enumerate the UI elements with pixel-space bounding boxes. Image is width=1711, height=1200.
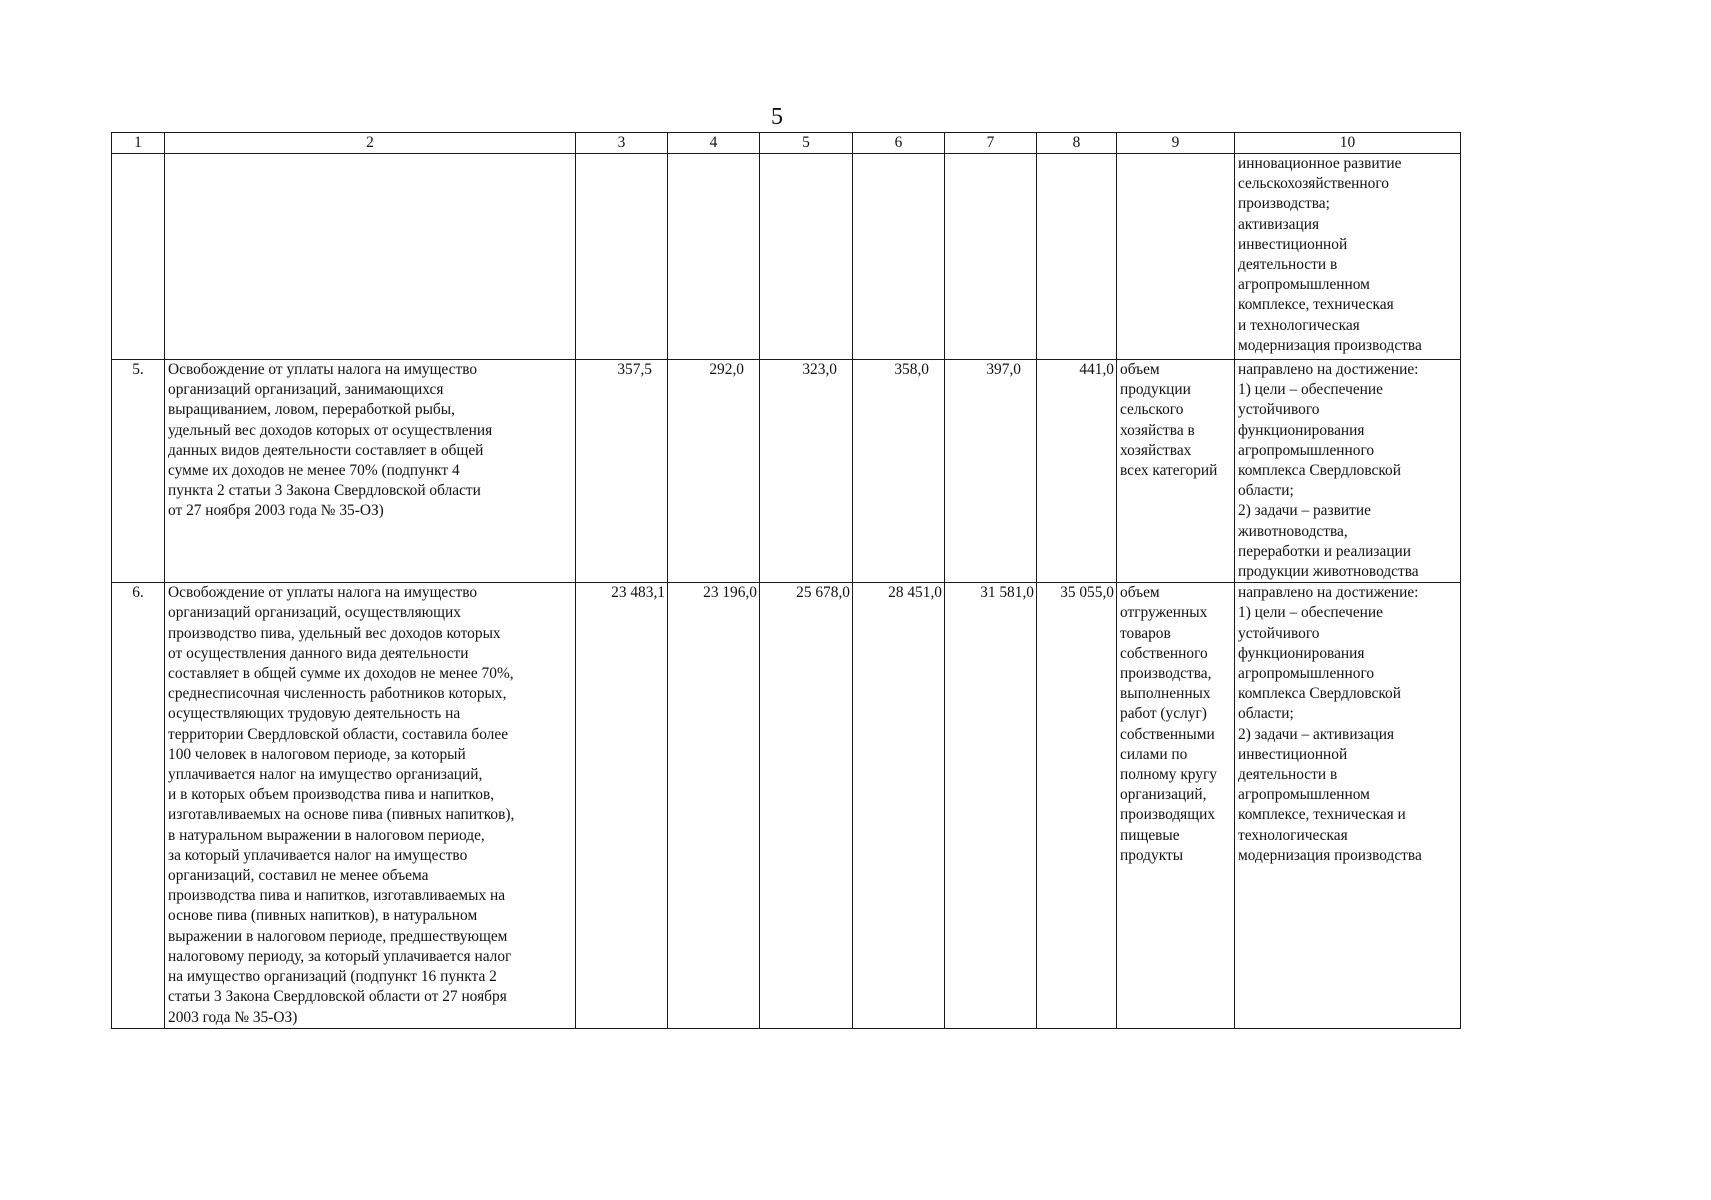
goal-line: области; xyxy=(1238,482,1294,500)
description-line: осуществляющих трудовую деятельность на xyxy=(168,705,461,723)
description-line: сумме их доходов не менее 70% (подпункт 4 xyxy=(168,462,460,480)
description-line: основе пива (пивных напитков), в натуральном xyxy=(168,907,478,925)
description-line: изготавливаемых на основе пива (пивных напитков), xyxy=(168,806,515,824)
goal-line: направлено на достижение: xyxy=(1238,584,1419,602)
table-row-continuation xyxy=(112,154,1461,360)
table-row-5 xyxy=(112,360,1461,583)
value-cell: 23 196,0 xyxy=(668,583,760,1028)
goal-line: инвестиционной xyxy=(1238,235,1348,253)
column-header: 4 xyxy=(668,133,760,154)
indicator-line: продукции xyxy=(1120,381,1191,399)
description-line: статьи 3 Закона Свердловской области от 27 ноября xyxy=(168,988,507,1006)
table-row-6 xyxy=(112,583,1461,1028)
empty-cell xyxy=(576,154,668,360)
goal-line: активизация xyxy=(1238,215,1320,233)
empty-cell xyxy=(668,154,760,360)
goal-line: комплексе, техническая и xyxy=(1238,806,1406,824)
goal-line: 2) задачи – активизация xyxy=(1238,725,1395,743)
description-line: пункта 2 статьи 3 Закона Свердловской области xyxy=(168,482,481,500)
goal-line: модернизация производства xyxy=(1238,846,1422,864)
description-line: на имущество организаций (подпункт 16 пункта 2 xyxy=(168,968,497,986)
value-cell: 441,0 xyxy=(1037,360,1117,583)
description-line: за который уплачивается налог на имущество xyxy=(168,846,468,864)
column-header: 7 xyxy=(945,133,1037,154)
row-number: 5. xyxy=(112,360,165,583)
value-cell: 358,0 xyxy=(853,360,945,583)
description-line: производство пива, удельный вес доходов которых xyxy=(168,624,501,642)
goal-line: направлено на достижение: xyxy=(1238,361,1419,378)
column-header: 2 xyxy=(165,133,576,154)
indicator-line: объем xyxy=(1120,361,1160,378)
description-line: Освобождение от уплаты налога на имущество xyxy=(168,584,478,602)
goal-cell xyxy=(1235,583,1461,1028)
value-cell: 25 678,0 xyxy=(760,583,853,1028)
column-header: 9 xyxy=(1117,133,1235,154)
indicator-line: силами по xyxy=(1120,745,1188,763)
goal-line: агропромышленного xyxy=(1238,441,1375,459)
goal-line: переработки и реализации xyxy=(1238,542,1412,560)
goal-line: функционирования xyxy=(1238,421,1365,439)
empty-cell xyxy=(112,154,165,360)
goal-line: и технологическая xyxy=(1238,316,1360,334)
empty-cell xyxy=(1117,154,1235,360)
description-line: территории Свердловской области, составила более xyxy=(168,725,509,743)
tax-benefits-table xyxy=(111,132,1461,1029)
goal-line: агропромышленном xyxy=(1238,276,1370,294)
goal-line: деятельности в xyxy=(1238,766,1338,784)
value-cell: 35 055,0 xyxy=(1037,583,1117,1028)
description-line: производства пива и напитков, изготавливаемых на xyxy=(168,887,506,905)
column-header: 8 xyxy=(1037,133,1117,154)
description-line: в натуральном выражении в налоговом периоде, xyxy=(168,826,485,844)
column-number-header-row xyxy=(112,133,1461,154)
goal-line: продукции животноводства xyxy=(1238,563,1419,581)
indicator-line: полному кругу xyxy=(1120,766,1218,784)
description-cell xyxy=(165,583,576,1028)
goal-line: животноводства, xyxy=(1238,522,1348,540)
description-line: от осуществления данного вида деятельности xyxy=(168,644,469,662)
goal-line: комплекса Свердловской xyxy=(1238,462,1401,480)
empty-cell xyxy=(945,154,1037,360)
goal-cell xyxy=(1235,154,1461,360)
row-number: 6. xyxy=(112,583,165,1028)
goal-line: комплекса Свердловской xyxy=(1238,685,1401,703)
goal-line: инновационное развитие xyxy=(1238,155,1402,172)
value-cell: 357,5 xyxy=(576,360,668,583)
indicator-line: сельского xyxy=(1120,401,1184,419)
value-cell: 31 581,0 xyxy=(945,583,1037,1028)
goal-line: области; xyxy=(1238,705,1294,723)
goal-line: устойчивого xyxy=(1238,624,1320,642)
indicator-line: производства, xyxy=(1120,665,1212,683)
value-cell: 292,0 xyxy=(668,360,760,583)
indicator-line: хозяйства в xyxy=(1120,421,1195,439)
description-line: и в которых объем производства пива и напитков, xyxy=(168,786,495,804)
description-line: 2003 года № 35-ОЗ) xyxy=(168,1008,298,1026)
indicator-cell xyxy=(1117,360,1235,583)
goal-line: модернизация производства xyxy=(1238,336,1422,354)
indicator-line: организаций, xyxy=(1120,786,1207,804)
empty-cell xyxy=(760,154,853,360)
goal-line: деятельности в xyxy=(1238,256,1338,274)
description-line: составляет в общей сумме их доходов не менее 70%, xyxy=(168,665,514,683)
goal-cell xyxy=(1235,360,1461,583)
indicator-line: хозяйствах xyxy=(1120,441,1192,459)
description-line: от 27 ноября 2003 года № 35-ОЗ) xyxy=(168,502,384,520)
goal-line: 1) цели – обеспечение xyxy=(1238,604,1383,622)
description-line: выражении в налоговом периоде, предшествующем xyxy=(168,927,508,945)
description-line: организаций, составил не менее объема xyxy=(168,867,429,885)
page-number: 5 xyxy=(771,104,783,130)
empty-cell xyxy=(853,154,945,360)
value-cell: 323,0 xyxy=(760,360,853,583)
indicator-line: всех категорий xyxy=(1120,462,1218,480)
description-line: Освобождение от уплаты налога на имущество xyxy=(168,361,478,378)
column-header: 1 xyxy=(112,133,165,154)
goal-line: функционирования xyxy=(1238,644,1365,662)
empty-cell xyxy=(165,154,576,360)
value-cell: 397,0 xyxy=(945,360,1037,583)
indicator-line: пищевые xyxy=(1120,826,1180,844)
column-header: 5 xyxy=(760,133,853,154)
indicator-line: объем xyxy=(1120,584,1160,602)
column-header: 10 xyxy=(1235,133,1461,154)
value-cell: 23 483,1 xyxy=(576,583,668,1028)
indicator-cell xyxy=(1117,583,1235,1028)
description-line: данных видов деятельности составляет в общей xyxy=(168,441,484,459)
goal-line: сельскохозяйственного xyxy=(1238,175,1389,193)
description-line: организаций организаций, осуществляющих xyxy=(168,604,461,622)
goal-line: устойчивого xyxy=(1238,401,1320,419)
goal-line: инвестиционной xyxy=(1238,745,1348,763)
description-line: удельный вес доходов которых от осуществления xyxy=(168,421,493,439)
description-line: среднесписочная численность работников которых, xyxy=(168,685,507,703)
empty-cell xyxy=(1037,154,1117,360)
description-line: уплачивается налог на имущество организаций, xyxy=(168,766,483,784)
description-line: выращиванием, ловом, переработкой рыбы, xyxy=(168,401,455,419)
goal-line: 2) задачи – развитие xyxy=(1238,502,1371,520)
goal-line: комплексе, техническая xyxy=(1238,296,1394,314)
goal-line: технологическая xyxy=(1238,826,1348,844)
column-header: 3 xyxy=(576,133,668,154)
goal-line: 1) цели – обеспечение xyxy=(1238,381,1383,399)
indicator-line: отгруженных xyxy=(1120,604,1208,622)
description-cell xyxy=(165,360,576,583)
goal-line: производства; xyxy=(1238,195,1330,213)
description-line: налоговому периоду, за который уплачивается налог xyxy=(168,947,512,965)
indicator-line: продукты xyxy=(1120,846,1184,864)
indicator-line: работ (услуг) xyxy=(1120,705,1207,723)
column-header: 6 xyxy=(853,133,945,154)
indicator-line: собственного xyxy=(1120,644,1208,662)
goal-line: агропромышленном xyxy=(1238,786,1370,804)
description-line: организаций организаций, занимающихся xyxy=(168,381,444,399)
goal-line: агропромышленного xyxy=(1238,665,1375,683)
indicator-line: производящих xyxy=(1120,806,1216,824)
indicator-line: товаров xyxy=(1120,624,1171,642)
value-cell: 28 451,0 xyxy=(853,583,945,1028)
indicator-line: собственными xyxy=(1120,725,1215,743)
description-line: 100 человек в налоговом периоде, за который xyxy=(168,745,466,763)
indicator-line: выполненных xyxy=(1120,685,1211,703)
